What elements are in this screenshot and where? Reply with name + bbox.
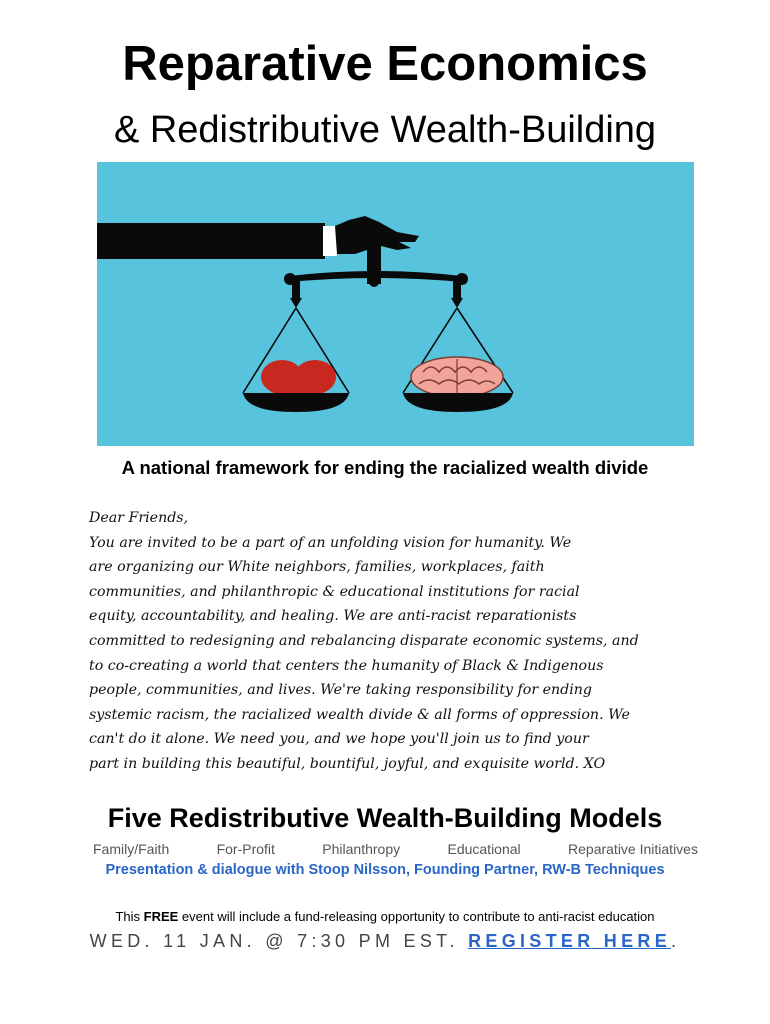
right-pan	[403, 393, 513, 412]
letter-line: communities, and philanthropic & educational institutions for racial	[89, 583, 580, 600]
event-date: WED. 11 JAN. @ 7:30 PM EST.	[89, 931, 459, 951]
letter-line: to co-creating a world that centers the humanity of Black & Indigenous	[89, 657, 604, 674]
register-period: .	[671, 931, 681, 951]
letter-greeting: Dear Friends,	[89, 510, 189, 526]
letter-line: You are invited to be a part of an unfolding vision for humanity. We	[89, 534, 572, 551]
tagline: A national framework for ending the racialized wealth divide	[121, 457, 649, 478]
scales-illustration	[97, 162, 694, 446]
model-item: Educational	[447, 841, 521, 857]
letter-line: are organizing our White neighbors, families, workplaces, faith	[89, 559, 545, 576]
free-label: FREE	[143, 909, 179, 924]
models-heading: Five Redistributive Wealth-Building Models	[107, 803, 663, 833]
letter-line: people, communities, and lives. We're taking responsibility for ending	[89, 682, 593, 699]
register-link[interactable]: REGISTER HERE	[468, 931, 672, 951]
letter-line: committed to redesigning and rebalancing disparate economic systems, and	[89, 632, 639, 649]
letter-line: equity, accountability, and healing. We are anti-racist reparationists	[89, 608, 577, 625]
model-item: For-Profit	[216, 841, 275, 857]
model-item: Reparative Initiatives	[568, 841, 698, 857]
left-pan	[243, 393, 349, 412]
page-subtitle: & Redistributive Wealth-Building	[113, 109, 657, 151]
shirt-cuff	[323, 226, 337, 256]
scales-image	[97, 162, 694, 446]
event-note-prefix: This	[115, 909, 144, 924]
brain	[411, 357, 503, 397]
model-item: Family/Faith	[93, 841, 170, 857]
sleeve	[97, 223, 325, 259]
presenter-line: Presentation & dialogue with Stoop Nilsson, Founding Partner, RW-B Techniques	[105, 862, 665, 878]
event-note	[0, 908, 770, 926]
invitation-letter	[89, 506, 709, 777]
letter-line: part in building this beautiful, bountiful, joyful, and exquisite world. XO	[89, 755, 606, 772]
letter-line: systemic racism, the racialized wealth divide & all forms of oppression. We	[89, 706, 630, 723]
model-item: Philanthropy	[322, 841, 401, 857]
page-title: Reparative Economics	[122, 37, 648, 91]
event-note-suffix: event will include a fund-releasing opportunity to contribute to anti-racist education	[178, 909, 655, 924]
heart	[261, 360, 336, 394]
letter-line: can't do it alone. We need you, and we hope you'll join us to find your	[89, 731, 589, 748]
event-date-line	[0, 929, 770, 953]
models-list	[93, 840, 698, 858]
